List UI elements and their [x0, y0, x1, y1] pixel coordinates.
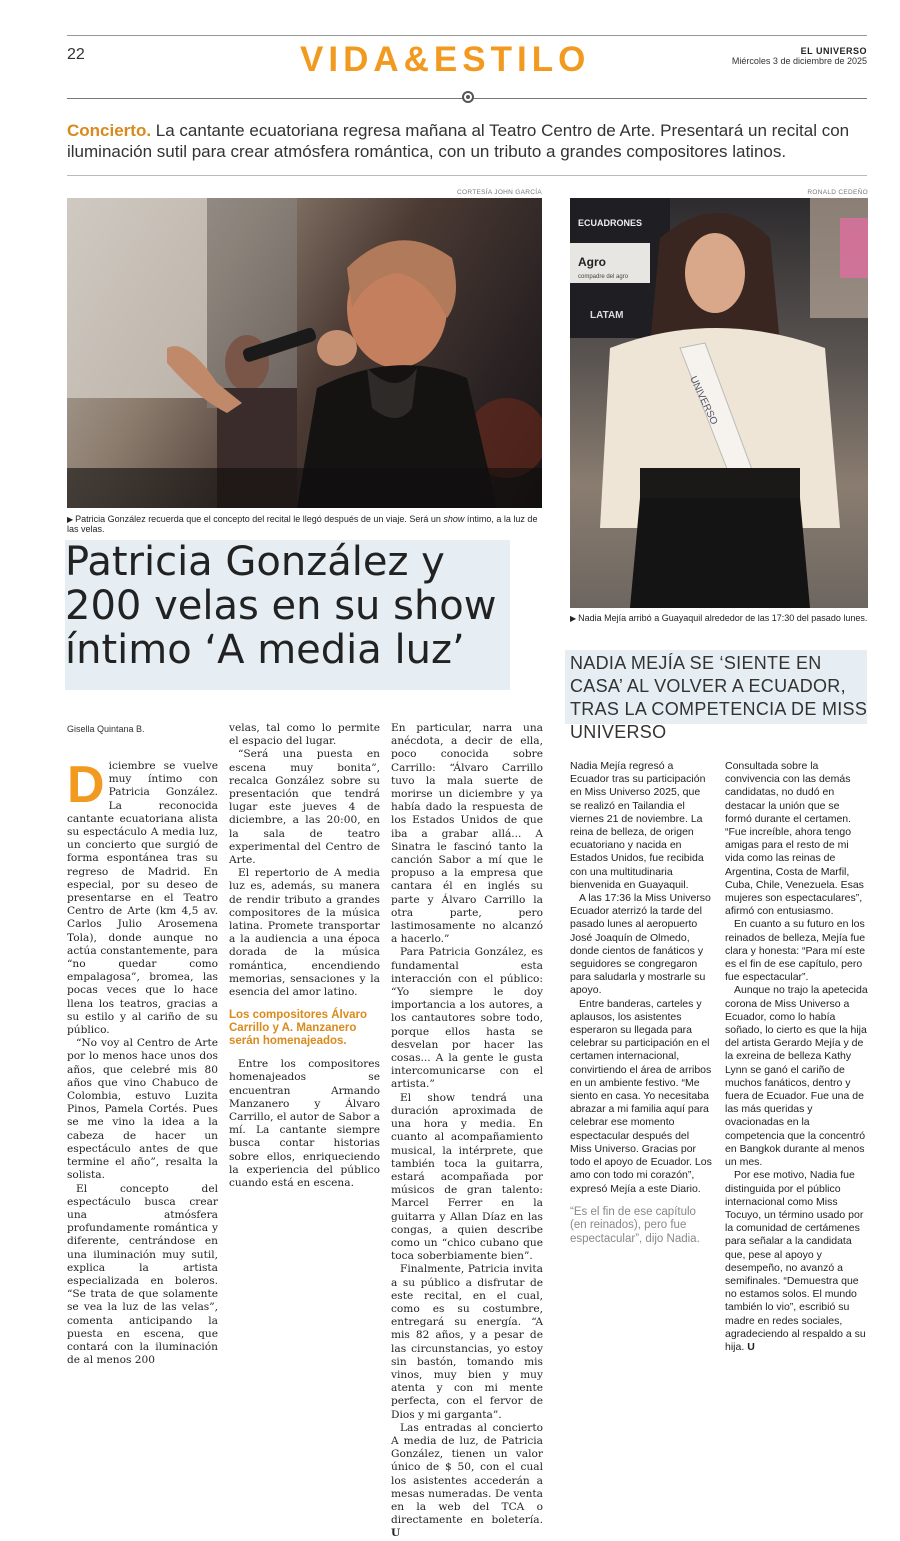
article2-paragraph: Nadia Mejía regresó a Ecuador tras su participación en Miss Universo 2025, que se realizó en Tailandia el viernes 21 de noviembre. La reina de belleza, de origen ecuatoriano y nacida en Estados Unidos, fue recibida con una multitudinaria bienvenida en Guayaquil.	[570, 760, 706, 891]
sign-ecuadrones: ECUADRONES	[578, 218, 643, 228]
article1-byline: Gisella Quintana B.	[67, 724, 145, 734]
article1-headline: Patricia González y 200 velas en su show íntimo ‘A media luz’	[65, 539, 497, 673]
sign-agro: Agro	[578, 255, 606, 269]
article1-paragraph: “No voy al Centro de Arte por lo menos hace unos dos años, que celebré mis 80 años que vino Chabuco de Colombia, estuvo Luzita Pinos, Pamela Cortés. Pues se me vino la idea a la cabeza de hacer un espectáculo antes de que termine el año”, resalta la solista.	[67, 1037, 218, 1182]
end-mark-icon: U	[747, 1340, 755, 1353]
article1-column-2	[229, 722, 380, 1190]
article2-paragraph: Consultada sobre la convivencia con las demás candidatas, no dudó en destacar la unión que se formó durante el certamen. “Fue increíble, ahora tengo amigas para el resto de mi vida como las reinas de Argentina, Costa de Marfil, Cuba, Chile, Venezuela. Esas mujeres son espectaculares”, afirmó con entusiasmo.	[725, 760, 864, 918]
paper-name: EL UNIVERSO	[800, 46, 867, 56]
rule-ornament-icon	[462, 91, 474, 103]
article1-paragraph: El repertorio de A media luz es, además, su manera de rendir tributo a grandes compositores de la música latina. Promete transportar a la audiencia a una época dorada de la música romántica, encendiendo memorias, sensaciones y la esencia del amor latino.	[229, 867, 380, 999]
article1-paragraph: “Será una puesta en escena muy bonita”, recalca González sobre su presentación que tendrá lugar este jueves 4 de diciembre, a las 20:00, en la sala de teatro experimental del Centro de Arte.	[229, 748, 380, 867]
pull-quote: Los compositores Álvaro Carrillo y A. Manzanero serán homenajeados.	[229, 1009, 368, 1048]
article1-paragraph: En particular, narra una anécdota, a decir de ella, poco conocida sobre Carrillo: “Álvaro Carrillo tuvo la mala suerte de morirse un diciembre y ya había dado la respuesta de los Estados Unidos de que iba a grabar allá... A Sinatra le fascinó tanto la canción Sabor a mí que le propuso a la empresa que cantara él en inglés su parte y Álvaro Carrillo la otra parte, pero lastimosamente no alcanzó a hacerlo.”	[391, 722, 543, 946]
article1-column-1	[67, 756, 218, 1367]
article2-column-2	[725, 760, 868, 1354]
issue-date: Miércoles 3 de diciembre de 2025	[731, 56, 867, 66]
caption-arrow-icon: ▶	[67, 515, 74, 524]
section-title: VIDA&ESTILO	[300, 40, 591, 79]
article1-paragraph: Finalmente, Patricia invita a su público a disfrutar de este recital, en el cual, como es su costumbre, entregará su energía. “A mis 82 años, y a pesar de las circunstancias, yo estoy sin bastón, tomando mis vinos, muy bien y muy atenta y con mi mente perfecta, con el fervor de Dios y mi garganta”.	[391, 1263, 543, 1421]
article2-paragraph: A las 17:36 la Miss Universo Ecuador aterrizó la tarde del pasado lunes al aeropuerto José Joaquín de Olmedo, donde cientos de fanáticos y seguidores se congregaron para saludarla y mostrarle su apoyo.	[570, 892, 711, 997]
lead-rule	[67, 175, 867, 176]
photo1-credit: CORTESÍA JOHN GARCÍA	[457, 189, 542, 196]
pull-quote: “Es el fin de ese capítulo (en reinados), pero fue espectacular”, dijo Nadia.	[570, 1205, 700, 1245]
lead-kicker: Concierto.	[67, 121, 152, 140]
article1-paragraph: Las entradas al concierto A media de luz, de Patricia González, tienen un valor único de $ 50, con el cual los asistentes accederán a mesas numeradas. De venta en la web del TCA o directamente en boletería.	[391, 1421, 543, 1527]
article2-headline: NADIA MEJÍA SE ‘SIENTE EN CASA’ AL VOLVER A ECUADOR, TRAS LA COMPETENCIA DE MISS UNIVERSO	[570, 653, 868, 742]
lead-text: La cantante ecuatoriana regresa mañana al Teatro Centro de Arte. Presentará un recital con iluminación sutil para crear atmósfera romántica, con un tributo a grandes compositores latinos.	[67, 121, 850, 161]
article1-paragraph: El concepto del espectáculo busca crear una atmósfera profundamente romántica y diferente, centrándose en una iluminación muy sutil, explica la artista especializada en boleros. “Se trata de que solamente se vea la luz de las velas”, comenta anticipando la puesta en escena, que contará con la iluminación de al menos 200	[67, 1182, 218, 1367]
top-rule	[67, 35, 867, 36]
end-mark-icon: U	[391, 1527, 401, 1540]
photo2-credit: RONALD CEDEÑO	[807, 189, 868, 196]
article1-paragraph: El show tendrá una duración aproximada de una hora y media. En cuanto al acompañamiento musical, la intérprete, que también toca la guitarra, estará acompañada por músicos de gran talento: Marcel Ferrer en la guitarra y Allan Díaz en las congas, a quien describe como un “chico cubano que toca soberbiamente bien”.	[391, 1091, 543, 1263]
article1-paragraph: Para Patricia González, es fundamental esta interacción con el público: “Yo siempre le doy importancia a los autores, a los cantautores sobre todo, porque ellos hasta se desvelan por hacer las cosas... A la gente le gusta intercomunicarse con el artista.”	[391, 946, 543, 1091]
article2-paragraph: En cuanto a su futuro en los reinados de belleza, Mejía fue clara y honesta: “Para mí este es el fin de ese capítulo, pero fue espectacular”.	[725, 918, 866, 984]
photo-singer	[67, 198, 542, 508]
caption-arrow-icon: ▶	[570, 614, 577, 623]
singer-illustration	[67, 198, 542, 508]
sign-agro-sub: compadre del agro	[578, 274, 629, 280]
photo2-caption: ▶ Nadia Mejía arribó a Guayaquil alrededor de las 17:30 del pasado lunes.	[570, 613, 868, 623]
article1-paragraph: Entre los compositores homenajeados se encuentran Armando Manzanero y Álvaro Carrillo, el autor de Sabor a mí. La cantante siempre busca contar historias sobre ellos, enriqueciendo la experiencia del público cuando está en escena.	[229, 1058, 380, 1190]
article2-paragraph: Aunque no trajo la apetecida corona de Miss Universo a Ecuador, como lo había soñado, lo cierto es que la hija del artista Gerardo Mejía y de la exreina de belleza Kathy Lynn se ganó el cariño de muchos fanáticos, dentro y fuera de Ecuador. Fue una de las más queridas y ovacionadas en la competencia que la concentró en Bangkok durante al menos un mes.	[725, 984, 868, 1169]
article1-column-3	[391, 722, 543, 1541]
article2-paragraph: Entre banderas, carteles y aplausos, los asistentes esperaron su llegada para celebrar su participación en el certamen internacional, convirtiendo el área de arribos en un ambiente festivo. “Me siento en casa. Yo necesitaba abrazar a mi familia aquí para celebrar ese momento espectacular después del Miss Universo. Gracias por todo el apoyo de Ecuador. Los amo con todo mi corazón”, expresó Mejía a este Diario.	[570, 997, 712, 1195]
article2-paragraph: Por ese motivo, Nadia fue distinguida por el público internacional como Miss Tocuyo, un término usado por la comunidad de certámenes para señalar a la candidata que, pese al apoyo y desempeño, no avanzó a semifinales. “Demuestra que no estamos solos. El mundo también lo vio”, escribió su madre en redes sociales, agradeciendo al respaldo a su hija.	[725, 1169, 866, 1353]
photo-miss-universe	[570, 198, 868, 608]
sash-text: UNIVERSO	[687, 374, 720, 427]
lead-summary	[67, 120, 867, 162]
sign-latam: LATAM	[590, 310, 624, 321]
masthead	[732, 46, 867, 66]
miss-illustration	[570, 198, 868, 608]
article1-paragraph: velas, tal como lo permite el espacio del lugar.	[229, 722, 380, 748]
article1-paragraph: iciembre se vuelve muy íntimo con Patricia González. La reconocida cantante ecuatoriana alista su espectáculo A media luz, un concierto que surgió de forma espontánea tras su regreso de Madrid. En especial, por su deseo de presentarse en el Teatro Centro de Arte (km 4,5 av. Carlos Julio Arosemena Tola), donde aunque no actúa constantemente, para “no quedar como empalagosa”, bromea, las pocas veces que lo hace llena los teatros, gracias a su estilo y al cariño de su público.	[67, 760, 218, 1037]
drop-cap: D	[67, 756, 105, 814]
article2-column-1	[570, 760, 713, 1256]
page-number: 22	[67, 46, 85, 63]
photo1-caption: ▶ Patricia González recuerda que el concepto del recital le llegó después de un viaje. Será un show íntimo, a la luz de las velas.	[67, 514, 538, 534]
